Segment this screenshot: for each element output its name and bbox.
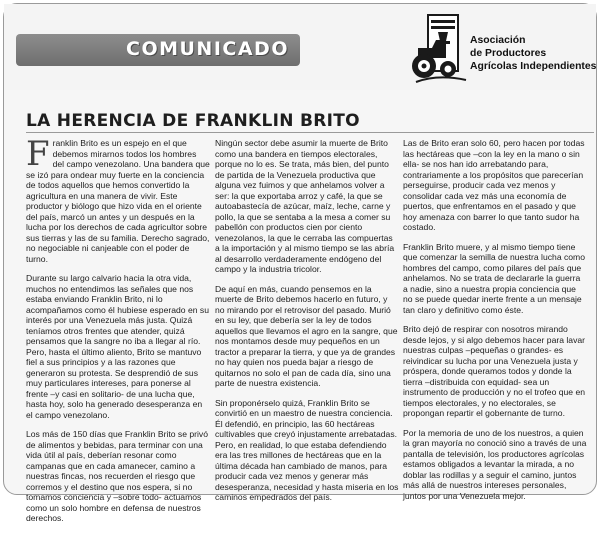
article-column-3 bbox=[403, 138, 587, 510]
paragraph: Franklin Brito muere, y al mismo tiempo tiene que comenzar la semilla de nuestra lucha como hombres del campo, como pilares del país que anhelamos. No se trata de declararle la guerra a nadie, sino a nuestra propia conciencia que no se puede quedar inerte frente a un mensaje tan claro y definitivo como éste. bbox=[403, 241, 585, 315]
header bbox=[4, 4, 596, 90]
association-logo-icon bbox=[408, 12, 470, 84]
paragraph: Sin proponérselo quizá, Franklin Brito se convirtió en un maestro de nuestra conciencia. Él defendió, en principio, las 60 hectáreas cultivables que creyó injustamente arrebatadas. Pero, en realidad, lo que estaba defendiendo era las tres millones de hectáreas que en la última década han cambiado de manos, para producir cada vez menos y generar más desesperanza, necesidad y hasta miseria en los caminos empedrados del país. bbox=[215, 397, 399, 502]
article-column-1 bbox=[26, 134, 210, 533]
article-headline: LA HERENCIA DE FRANKLIN BRITO bbox=[26, 111, 360, 131]
paragraph: De aquí en más, cuando pensemos en la muerte de Brito debemos hacerlo en futuro, y no mirando por el retrovisor del pasado. Murió en su ley, que debería ser la ley de todos aquellos que llevamos el agro en la sangre, que nos montamos desde muy pequeños en un tractor a preparar la tierra, y que ya de grandes no hay quien nos pueda bajar a riesgo de quitarnos no solo el pan de cada día, sino una parte de nuestra existencia. bbox=[215, 283, 398, 388]
paragraph: Las de Brito eran solo 60, pero hacen por todas las hectáreas que –con la ley en la mano o sin ella- se nos han ido arrebatando para, contrariamente a los propósitos que parecerían perseguirse, producir cada vez menos y consolidar cada vez más una economía de puertos, que enfrentamos en el pasado y que hoy amenaza con barrer lo que tanto sudor ha costado. bbox=[403, 138, 585, 232]
organization-line-2: de Productores bbox=[470, 48, 547, 59]
paragraph: Ningún sector debe asumir la muerte de Brito como una bandera en tiempos electorales, porque no lo es. Se trata, más bien, del punto de partida de la Venezuela productiva que alguna vez fuimos y que anhelamos volver a ser: la que exportaba arroz y café, la que se autoabastecía de azúcar, maíz, leche, carne y pollo, la que se sentaba a la mesa a comer su pabellón con productos cien por ciento venezolanos, la que le cerraba las compuertas a la importación y al mismo tiempo se las abría al desarrollo verdaderamente endógeno del campo y la industria tricolor. bbox=[215, 138, 395, 274]
page-frame bbox=[3, 3, 597, 523]
paragraph: Franklin Brito es un espejo en el que debemos mirarnos todos los hombres del campo venezolano. Una bandera que se izó para ondear muy fuerte en la conciencia de todos aquellos que hemos convertido la agricultura en una manera de vivir. Este productor y biólogo que hizo vida en el oriente del país, marcó un antes y un después en la lucha por los derechos de cada agricultor sobre sus tierras y las de su familia. Derecho sagrado, no negociable ni canjeable con el poder de turno. bbox=[26, 134, 210, 264]
article-column-2 bbox=[215, 138, 399, 512]
organization-line-1: Asociación bbox=[470, 35, 526, 46]
section-label: COMUNICADO bbox=[126, 38, 289, 60]
paragraph: Brito dejó de respirar con nosotros mirando desde lejos, y si algo debemos hacer para lavar nuestras culpas –pequeñas o grandes- es reivindicar su lucha por una Venezuela justa y próspera, donde queramos todos y donde la tierra –distribuida con equidad- sea un instrumento de producción y no el trofeo que en tiempos electorales, y no electorales, se propongan repartir el gobernante de turno. bbox=[403, 324, 586, 418]
paragraph: Durante su largo calvario hacia la otra vida, muchos no entendimos las señales que nos estaba enviando Franklin Brito, ni lo acompañamos como él hubiese esperado en su interés por una Venezuela más justa. Quizá teníamos otros frentes que atender, quizá pensamos que la sangre no iba a llegar al río. Pero, hasta el último aliento, Brito se mantuvo fiel a sus principios y a las razones que generaron su protesta. Se desprendió de sus muy particulares intereses, para ponerse al frente –y casi en solitario- de una lucha que, hasta hoy, solo ha generado desesperanza en el campo venezolano. bbox=[26, 273, 209, 420]
headline-divider bbox=[26, 132, 594, 133]
drop-cap: F bbox=[26, 134, 50, 174]
paragraph: Los más de 150 días que Franklin Brito se privó de alimentos y bebidas, para terminar con una vida útil al país, deberían resonar como campanas que en cada amanecer, camino a nuestras fincas, nos recuerden el riesgo que corremos y el destino que nos espera, si no tomamos conciencia y –sobre todo- actuamos como un solo hombre en defensa de nuestros derechos. bbox=[26, 429, 208, 523]
organization-name bbox=[470, 34, 596, 73]
section-banner bbox=[16, 34, 300, 66]
organization-line-3: Agrícolas Independientes bbox=[470, 61, 597, 72]
paragraph: Por la memoria de uno de los nuestros, a quien la gran mayoría no conoció sino a través de una pantalla de televisión, los productores agrícolas estamos obligados a levantar la mirada, a no doblar las rodillas y a seguir el camino, juntos más allá de nuestros intereses personales, juntos por una Venezuela mejor. bbox=[403, 427, 587, 501]
